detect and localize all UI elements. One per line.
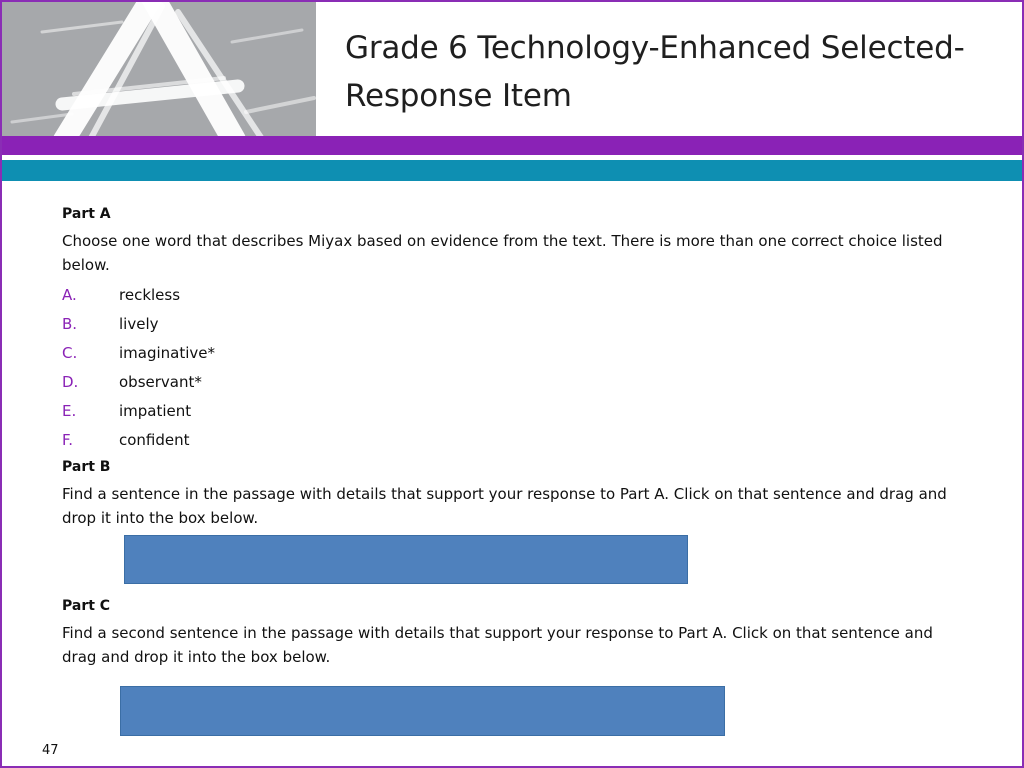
option-c[interactable] [62,339,972,368]
question-content [62,202,972,736]
part-a-heading: Part A [62,206,111,222]
option-text: reckless [119,286,181,304]
option-letter: F. [62,431,73,449]
part-c-heading: Part C [62,598,111,614]
part-a-prompt: Choose one word that describes Miyax based on evidence from the text. There is more than one correct choice listed below. [62,232,943,274]
option-letter: B. [62,315,78,333]
option-letter: C. [62,344,78,362]
logo-a-icon [2,2,316,136]
logo-a-graphic [2,2,316,136]
option-e[interactable] [62,397,972,426]
option-letter: D. [62,373,79,391]
option-text: lively [119,315,159,333]
page-number: 47 [42,743,59,758]
option-d[interactable] [62,368,972,397]
slide-title: Grade 6 Technology-Enhanced Selected-Response Item [345,30,965,114]
teal-divider-band [2,160,1022,181]
part-b-prompt: Find a sentence in the passage with details that support your response to Part A. Click on that sentence and drag and drop it into the box below. [62,485,947,527]
part-b-drop-box[interactable] [124,535,688,584]
option-letter: A. [62,286,77,304]
part-a-options [62,281,972,455]
option-text: impatient [119,402,192,420]
option-text: confident [119,431,190,449]
option-text: imaginative* [119,344,216,362]
option-f[interactable] [62,426,972,455]
part-c-drop-box[interactable] [120,686,725,736]
part-b-heading: Part B [62,459,111,475]
option-b[interactable] [62,310,972,339]
option-text: observant* [119,373,202,391]
option-a[interactable] [62,281,972,310]
purple-divider-band [2,136,1022,155]
option-letter: E. [62,402,77,420]
part-c-prompt: Find a second sentence in the passage with details that support your response to Part A. Click on that sentence and drag and drop it into the box below. [62,624,933,666]
